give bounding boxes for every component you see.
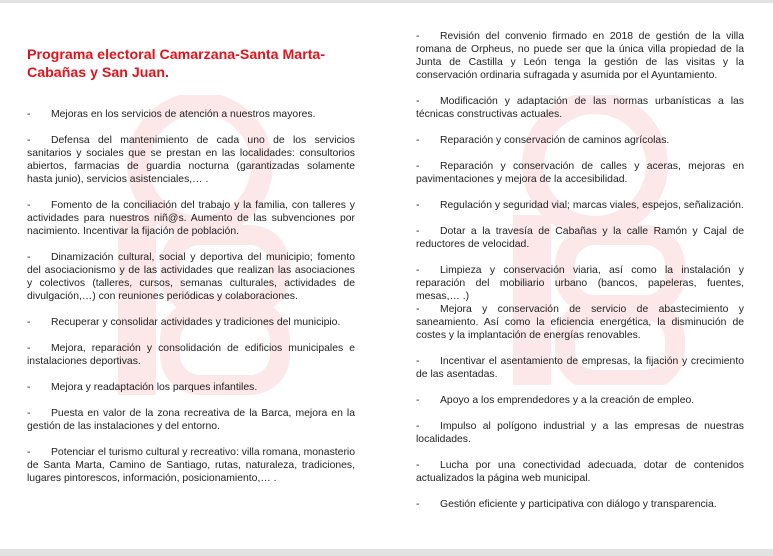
top-border	[0, 0, 773, 3]
bullet-dash: -	[416, 135, 420, 146]
bottom-border	[0, 549, 773, 556]
list-item	[27, 381, 355, 394]
list-item-text: Modificación y adaptación de las normas urbanísticas a las técnicas constructivas actuales.	[416, 96, 744, 120]
list-item-text: Mejora y readaptación los parques infantiles.	[51, 382, 258, 393]
bullet-dash: -	[416, 265, 420, 276]
list-item-text: Limpieza y conservación viaria, así como la instalación y reparación del mobiliario urbano (bancos, papeleras, fuentes, mesas,… .)	[416, 265, 744, 302]
list-item-text: Apoyo a los emprendedores y a la creación de empleo.	[440, 395, 695, 406]
list-item-text: Reparación y conservación de calles y aceras, mejoras en pavimentaciones y mejora de la accesibilidad.	[416, 161, 744, 185]
list-item-text: Gestión eficiente y participativa con diálogo y transparencia.	[440, 499, 717, 510]
bullet-dash: -	[416, 304, 420, 315]
bullet-dash: -	[27, 252, 31, 263]
list-item	[416, 264, 744, 303]
list-item	[416, 30, 744, 82]
bullet-dash: -	[27, 408, 31, 419]
document-title: Programa electoral Camarzana-Santa Marta-Cabañas y San Juan.	[27, 47, 326, 81]
right-page	[416, 30, 744, 524]
bullet-dash: -	[27, 317, 31, 328]
bullet-dash: -	[27, 343, 31, 354]
list-item	[416, 498, 744, 511]
list-item-text: Mejoras en los servicios de atención a nuestros mayores.	[51, 109, 316, 120]
list-item-text: Incentivar el asentamiento de empresas, la fijación y crecimiento de las asentadas.	[416, 356, 744, 380]
list-item	[416, 95, 744, 121]
list-item-text: Dotar a la travesía de Cabañas y la calle Ramón y Cajal de reductores de velocidad.	[416, 226, 744, 250]
list-item-text: Defensa del mantenimiento de cada uno de los servicios sanitarios y sociales que se prestan en las localidades: consultorios abiertos, farmacias de guardia nocturna (garantizadas solamente hasta junio), servicios asistenciales,… .	[27, 135, 355, 185]
list-item-text: Revisión del convenio firmado en 2018 de gestión de la villa romana de Orpheus, no puede ser que la única villa propiedad de la Junta de Castilla y León tenga la gestión de las visitas y la conservación ordinaria sufragada y asumida por el Ayuntamiento.	[416, 31, 744, 81]
list-item	[27, 251, 355, 303]
bullet-dash: -	[416, 31, 420, 42]
list-item	[416, 355, 744, 381]
bullet-dash: -	[416, 226, 420, 237]
list-item	[416, 199, 744, 212]
bullet-dash: -	[416, 96, 420, 107]
bullet-dash: -	[27, 135, 31, 146]
bullet-dash: -	[416, 499, 420, 510]
list-item-text: Fomento de la conciliación del trabajo y la familia, con talleres y actividades para nuestros niñ@s. Aumento de las subvenciones por nacimiento. Incentivar la fijación de población.	[27, 200, 355, 237]
list-item	[416, 459, 744, 485]
list-item-text: Lucha por una conectividad adecuada, dotar de contenidos actualizados la página web municipal.	[416, 460, 744, 484]
list-item	[27, 108, 355, 121]
list-item	[27, 316, 355, 329]
list-item-text: Regulación y seguridad vial; marcas viales, espejos, señalización.	[440, 200, 744, 211]
list-item-text: Recuperar y consolidar actividades y tradiciones del municipio.	[51, 317, 341, 328]
list-item-text: Puesta en valor de la zona recreativa de la Barca, mejora en la gestión de las instalaciones y del entorno.	[27, 408, 355, 432]
bullet-dash: -	[416, 460, 420, 471]
bullet-dash: -	[416, 421, 420, 432]
bullet-dash: -	[416, 395, 420, 406]
list-item	[416, 225, 744, 251]
list-item-text: Mejora, reparación y consolidación de edificios municipales e instalaciones deportivas.	[27, 343, 355, 367]
list-item-text: Reparación y conservación de caminos agrícolas.	[440, 135, 670, 146]
list-item-text: Mejora y conservación de servicio de abastecimiento y saneamiento. Así como la eficiencia energética, la disminución de costes y la implantación de energías renovables.	[416, 304, 744, 341]
list-item	[416, 394, 744, 407]
list-item	[27, 199, 355, 238]
bullet-dash: -	[416, 200, 420, 211]
bullet-dash: -	[27, 447, 31, 458]
list-item-text: Potenciar el turismo cultural y recreativo: villa romana, monasterio de Santa Marta, Camino de Santiago, rutas, naturaleza, tradiciones, lugares pintorescos, información, posicionamiento,… .	[27, 447, 355, 484]
list-item	[416, 160, 744, 186]
list-item-text: Dinamización cultural, social y deportiva del municipio; fomento del asociacionismo y de las actividades que realizan las asociaciones y colectivos (talleres, cursos, semanas culturales, actividades de divulgación,…) con reuniones periódicas y colaboraciones.	[27, 252, 355, 302]
list-item	[416, 303, 744, 342]
list-item	[27, 407, 355, 433]
bullet-dash: -	[27, 200, 31, 211]
list-item-text: Impulso al polígono industrial y a las empresas de nuestras localidades.	[416, 421, 744, 445]
list-item	[27, 134, 355, 186]
bullet-dash: -	[27, 382, 31, 393]
list-item	[416, 134, 744, 147]
list-item	[27, 446, 355, 485]
right-item-list	[416, 30, 744, 511]
list-item	[416, 420, 744, 446]
left-page	[27, 46, 355, 498]
bullet-dash: -	[27, 109, 31, 120]
bullet-dash: -	[416, 161, 420, 172]
list-item	[27, 342, 355, 368]
left-item-list	[27, 108, 355, 485]
bullet-dash: -	[416, 356, 420, 367]
